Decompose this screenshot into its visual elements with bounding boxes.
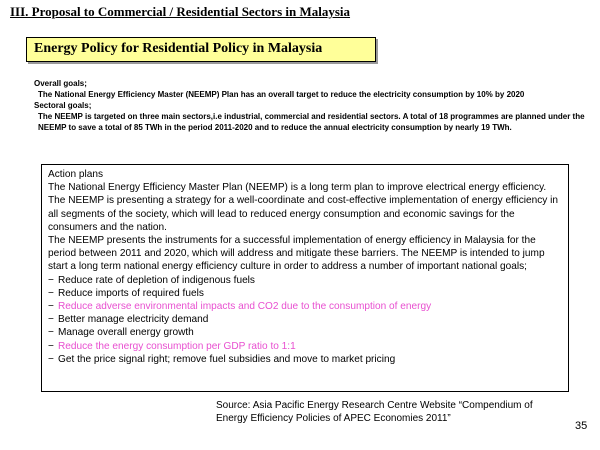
action-plans-paragraph-1: The National Energy Efficiency Master Plan (NEEMP) is a long term plan to improve electrical energy efficiency. The NEEMP is presenting a strategy for a well-coordinate and cost-effective implementation of energy efficiency in all segments of the society, which will lead to reduced energy consumption and economic savings for the consumers and the nation.: [48, 182, 558, 233]
list-item: − Better manage electricity demand: [48, 313, 562, 326]
action-plans-heading: Action plans: [48, 169, 103, 180]
section-title: III. Proposal to Commercial / Residential Sectors in Malaysia: [10, 4, 351, 19]
source-line-1: Source: Asia Pacific Energy Research Centre Website “Compendium of: [216, 400, 533, 411]
banner-title: Energy Policy for Residential Policy in Malaysia: [26, 37, 376, 62]
overall-goals-label: Overall goals;: [34, 79, 87, 88]
goals-block: [34, 78, 590, 133]
sectoral-goals-text: The NEEMP is targeted on three main sectors,i.e industrial, commercial and residential sectors. A total of 18 programmes are planned under the NEEMP to save a total of 85 TWh in the period 2011-2020 and to reduce the annual electricity consumption by nearly 19 TWh.: [38, 112, 585, 132]
overall-goals-text: The National Energy Efficiency Master (NEEMP) Plan has an overall target to reduce the electricity consumption by 10% by 2020: [38, 90, 525, 99]
page-number: 35: [575, 420, 588, 432]
list-item: − Get the price signal right; remove fuel subsidies and move to market pricing: [48, 353, 562, 366]
source-line-2: Energy Efficiency Policies of APEC Economies 2011”: [216, 413, 451, 424]
action-plans-box: [41, 164, 569, 392]
sectoral-goals-label: Sectoral goals;: [34, 101, 92, 110]
source-citation: [216, 399, 533, 425]
list-item-highlighted: − Reduce adverse environmental impacts and CO2 due to the consumption of energy: [48, 300, 562, 313]
list-item-highlighted: − Reduce the energy consumption per GDP ratio to 1:1: [48, 340, 562, 353]
list-item: − Manage overall energy growth: [48, 326, 562, 339]
list-item: − Reduce rate of depletion of indigenous fuels: [48, 274, 562, 287]
national-goals-list: [48, 274, 562, 366]
action-plans-paragraph-2: The NEEMP presents the instruments for a successful implementation of energy efficiency in Malaysia for the period between 2011 and 2020, which will address and mitigate these barriers. The NEEMP is intended to jump start a long term national energy efficiency culture in order to address a number of important national goals;: [48, 235, 545, 273]
list-item: − Reduce imports of required fuels: [48, 287, 562, 300]
